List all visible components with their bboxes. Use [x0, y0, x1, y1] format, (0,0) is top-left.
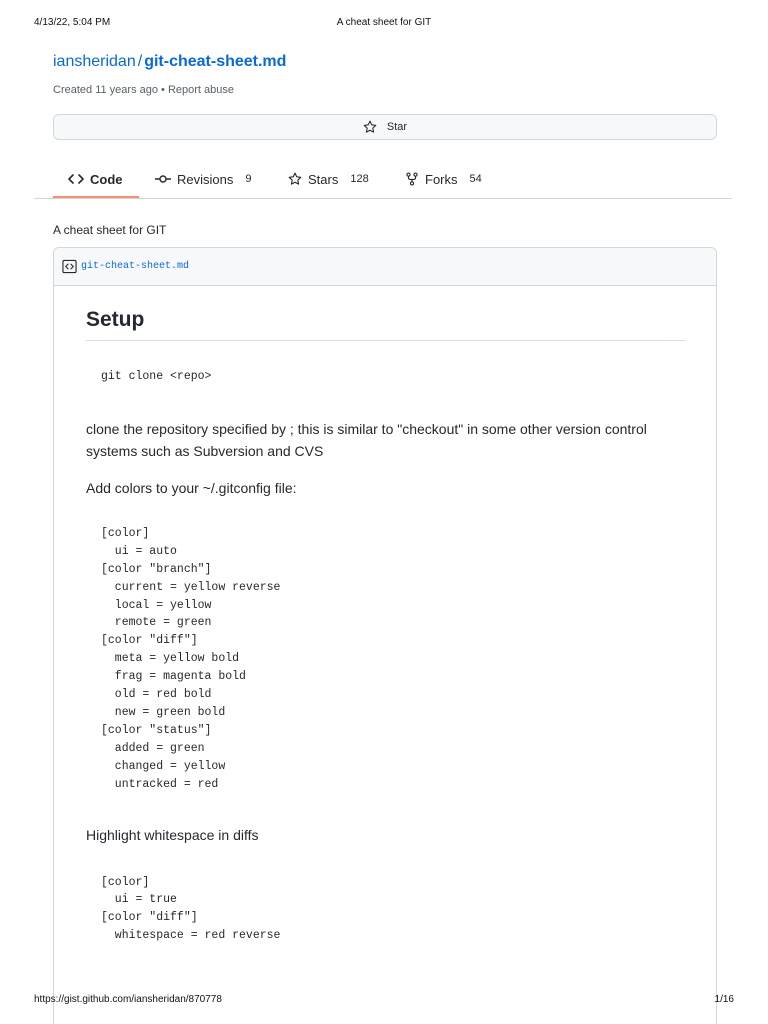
tab-revisions-count: 9	[245, 173, 252, 185]
tab-forks[interactable]	[405, 160, 482, 198]
print-header	[0, 17, 768, 31]
code-block-clone: git clone <repo>	[101, 370, 212, 383]
print-footer	[0, 994, 768, 1008]
created-text: Created 11 years ago	[53, 84, 158, 96]
report-abuse-link[interactable]: Report abuse	[167, 84, 235, 96]
star-button[interactable]	[53, 114, 717, 140]
tab-stars-count: 128	[350, 173, 369, 185]
print-title: A cheat sheet for GIT	[336, 17, 432, 28]
tab-code[interactable]	[68, 160, 123, 198]
colors-paragraph: Add colors to your ~/.gitconfig file:	[86, 479, 297, 496]
meta-bullet: •	[161, 84, 165, 96]
tab-stars-label: Stars	[308, 171, 339, 187]
print-page-number: 1/16	[714, 994, 734, 1005]
print-url: https://gist.github.com/iansheridan/870778	[34, 994, 222, 1005]
file-header	[54, 248, 716, 286]
setup-heading: Setup	[86, 308, 686, 341]
owner-link[interactable]: iansheridan	[53, 53, 136, 70]
gist-description: A cheat sheet for GIT	[53, 223, 167, 237]
tab-forks-count: 54	[469, 173, 482, 185]
tab-stars[interactable]	[288, 160, 369, 198]
title-separator: /	[137, 53, 143, 70]
star-icon	[363, 120, 377, 134]
star-icon	[288, 172, 302, 186]
tabs-divider	[34, 198, 732, 199]
tab-revisions-label: Revisions	[177, 171, 234, 187]
file-box	[53, 247, 717, 1024]
tab-forks-label: Forks	[425, 171, 458, 187]
clone-paragraph: clone the repository specified by ; this is similar to "checkout" in some other version control systems such as Subversion and CVS	[86, 420, 647, 459]
code-block-gitconfig: [color] ui = auto [color "branch"] current = yellow reverse local = yellow remote = green [color "diff"] meta = yellow bold frag = magenta bold old = red bold new = green bold [color "status"] added = green changed = yellow untracked = red	[101, 526, 281, 791]
star-label: Star	[386, 121, 408, 133]
tab-revisions[interactable]	[155, 160, 251, 198]
code-square-icon	[62, 259, 77, 274]
gist-name-link[interactable]: git-cheat-sheet.md	[144, 53, 287, 70]
markdown-body	[86, 308, 686, 945]
print-date: 4/13/22, 5:04 PM	[34, 17, 111, 28]
code-icon	[68, 172, 84, 186]
gist-meta	[53, 84, 234, 96]
code-block-whitespace: [color] ui = true [color "diff"] whitespace = red reverse	[101, 875, 281, 943]
fork-icon	[405, 172, 419, 186]
tab-code-label: Code	[90, 171, 123, 187]
commit-icon	[155, 172, 171, 186]
gist-title	[53, 52, 286, 72]
whitespace-paragraph: Highlight whitespace in diffs	[86, 826, 259, 843]
file-name-link[interactable]: git-cheat-sheet.md	[81, 261, 190, 272]
